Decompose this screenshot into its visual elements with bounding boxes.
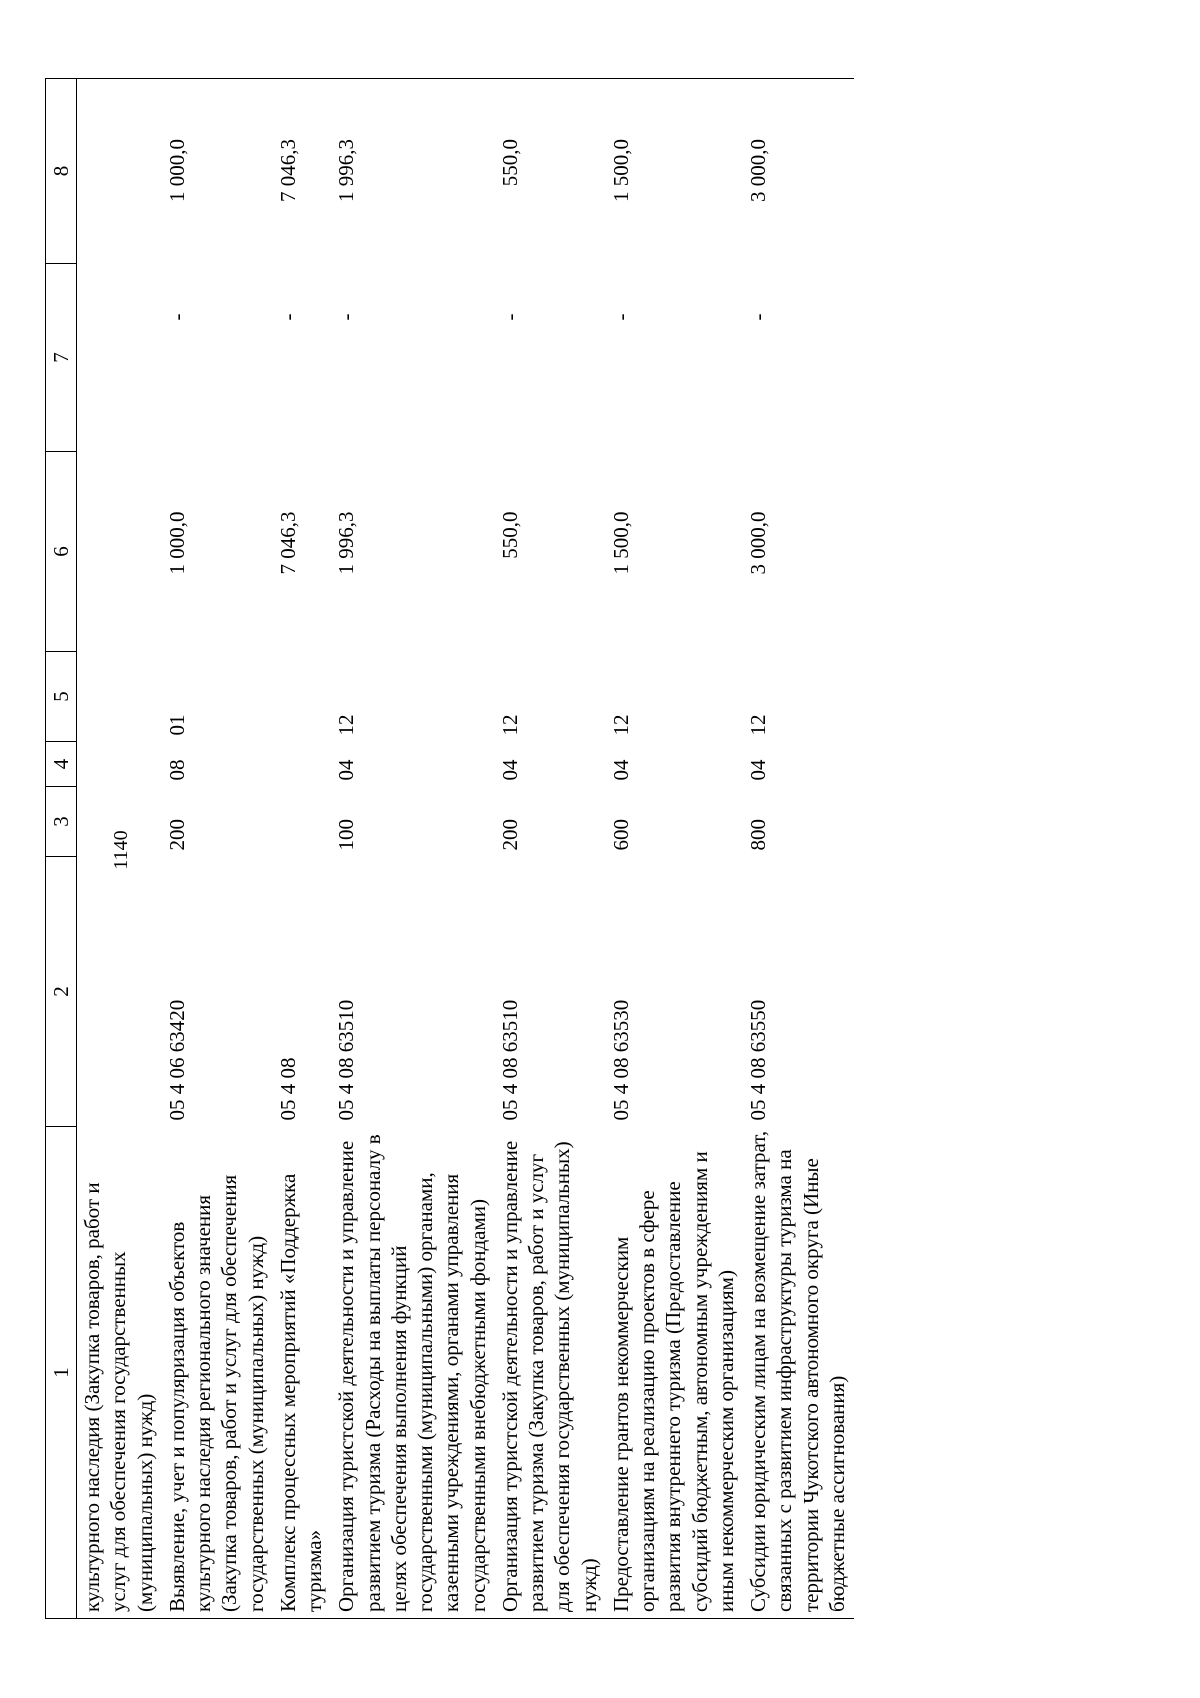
row-name: Выявление, учет и популяризация объектов культурного наследия регионального значения (Закупка товаров, работ и услуг для обеспечения государственных (муниципальных) нужд) xyxy=(162,1127,273,1619)
column-header: 3 xyxy=(46,787,77,857)
table-header-row xyxy=(46,79,77,1619)
row-name: Комплекс процессных мероприятий «Поддержка туризма» xyxy=(273,1127,332,1619)
row-rz: 04 xyxy=(497,759,522,781)
row-vr: 600 xyxy=(608,819,633,851)
row-total: 1 000,0 xyxy=(164,511,189,575)
row-fed: - xyxy=(334,313,359,321)
row-total: 7 046,3 xyxy=(275,511,300,575)
row-vr: 200 xyxy=(164,819,189,851)
row-rz xyxy=(273,742,332,787)
row-csr: 05 4 08 63530 xyxy=(608,999,633,1121)
row-pr: 12 xyxy=(746,714,770,736)
row-vr xyxy=(273,787,332,857)
rotated-page-content xyxy=(45,79,1075,1619)
row-name: Субсидии юридическим лицам на возмещение затрат, связанных с развитием инфраструктуры туризма на территории Чукотского автономного округа (Иные бюджетные ассигнования) xyxy=(743,1127,854,1619)
row-name: Организация туристской деятельности и управление развитием туризма (Закупка товаров, работ и услуг для обеспечения государственных (муниципальных) нужд) xyxy=(495,1127,606,1619)
row-reg: 550,0 xyxy=(495,79,606,264)
row-rz xyxy=(77,742,162,787)
table-row xyxy=(273,79,332,1619)
row-rz: 04 xyxy=(608,759,633,781)
table-row xyxy=(77,79,162,1619)
row-reg: 3 000,0 xyxy=(743,79,854,264)
row-pr: 12 xyxy=(497,714,522,736)
row-csr: 05 4 08 63510 xyxy=(497,999,522,1121)
row-csr xyxy=(77,857,162,1127)
column-header: 5 xyxy=(46,652,77,742)
row-csr: 05 4 08 63550 xyxy=(746,999,770,1121)
row-fed: - xyxy=(608,313,633,321)
column-header: 7 xyxy=(46,264,77,452)
column-header: 6 xyxy=(46,452,77,652)
row-fed: - xyxy=(746,313,770,321)
row-pr: 01 xyxy=(164,714,189,736)
table-row xyxy=(743,79,854,1619)
row-vr xyxy=(77,787,162,857)
column-header: 4 xyxy=(46,742,77,787)
table-row xyxy=(495,79,606,1619)
row-pr xyxy=(273,652,332,742)
row-name: Организация туристской деятельности и управление развитием туризма (Расходы на выплаты персоналу в целях обеспечения выполнения функций государственными (муниципальными) органами, казенными учреждениями, органами управления государственными внебюджетными фондами) xyxy=(331,1127,495,1619)
row-vr: 800 xyxy=(746,819,770,851)
row-reg: 7 046,3 xyxy=(273,79,332,264)
table-row xyxy=(162,79,273,1619)
budget-table xyxy=(45,78,854,1619)
column-header: 1 xyxy=(46,1127,77,1619)
row-total: 1 996,3 xyxy=(334,511,359,575)
row-total: 550,0 xyxy=(497,511,522,559)
row-fed: - xyxy=(497,313,522,321)
table-row xyxy=(331,79,495,1619)
table-row xyxy=(606,79,743,1619)
row-reg: 1 996,3 xyxy=(331,79,495,264)
row-rz: 04 xyxy=(746,759,770,781)
row-name: Предоставление грантов некоммерческим организациям на реализацию проектов в сфере развития внутреннего туризма (Предоставление субсидий бюджетным, автономным учреждениям и иным некоммерческим организациям) xyxy=(606,1127,743,1619)
row-total: 3 000,0 xyxy=(746,511,770,575)
row-reg xyxy=(77,79,162,264)
row-vr: 200 xyxy=(497,819,522,851)
column-header: 8 xyxy=(46,79,77,264)
row-rz: 04 xyxy=(334,759,359,781)
row-total: 1 500,0 xyxy=(608,511,633,575)
row-fed xyxy=(77,264,162,452)
row-csr: 05 4 06 63420 xyxy=(164,999,189,1121)
row-fed: - xyxy=(275,313,300,321)
row-total xyxy=(77,452,162,652)
row-fed: - xyxy=(164,313,189,321)
row-rz: 08 xyxy=(164,759,189,781)
row-csr: 05 4 08 xyxy=(275,1057,300,1121)
row-csr: 05 4 08 63510 xyxy=(334,999,359,1121)
row-reg: 1 000,0 xyxy=(162,79,273,264)
row-name: культурного наследия (Закупка товаров, работ и услуг для обеспечения государственных (муниципальных) нужд) xyxy=(77,1127,162,1619)
page-number: 1140 xyxy=(110,830,132,870)
row-pr: 12 xyxy=(608,714,633,736)
row-pr: 12 xyxy=(334,714,359,736)
column-header: 2 xyxy=(46,857,77,1127)
row-vr: 100 xyxy=(334,819,359,851)
row-reg: 1 500,0 xyxy=(606,79,743,264)
row-pr xyxy=(77,652,162,742)
